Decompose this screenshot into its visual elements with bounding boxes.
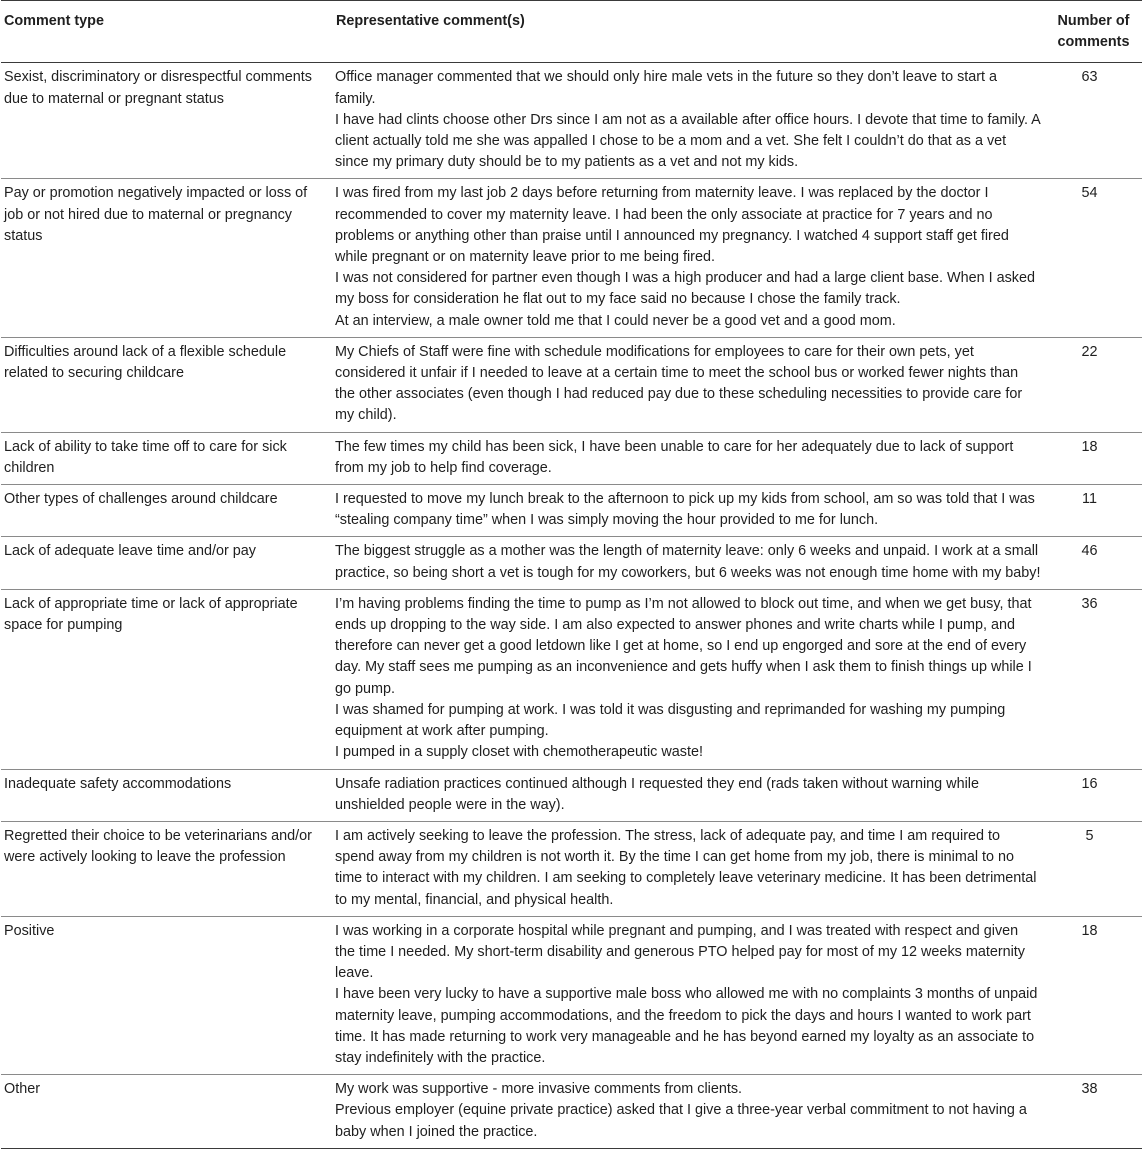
representative-comment: Previous employer (equine private practice) asked that I give a three-year verbal commitment to not having a baby when I joined the practice.: [335, 1102, 1027, 1140]
comment-count-cell: 63: [1081, 69, 1098, 86]
table-row: [1, 821, 1142, 916]
table-row: [1, 179, 1142, 337]
comment-type-cell: Difficulties around lack of a flexible schedule related to securing childcare: [4, 343, 287, 382]
representative-comments-cell: [333, 432, 1045, 484]
header-row: [1, 1, 1142, 63]
comment-count-cell: 5: [1085, 827, 1094, 844]
comment-count-cell: 11: [1082, 491, 1097, 508]
comments-table: [1, 0, 1142, 1149]
comment-type-cell: Regretted their choice to be veterinarians and/or were actively looking to leave the profession: [4, 827, 312, 866]
representative-comment: I was shamed for pumping at work. I was told it was disgusting and reprimanded for washing my pumping equipment at work after pumping.: [335, 701, 1006, 740]
comment-count-cell: 38: [1081, 1081, 1098, 1098]
representative-comment: I’m having problems finding the time to pump as I’m not allowed to block out time, and when we get busy, that ends up dropping to the way side. I am also expected to answer phones and write charts while I pump, and therefore can never get a good letdown like I get at home, so I end up engorged and sore at the end of every day. My staff sees me pumping as an inconvenience and gets huffy when I ask them to finish things up while I go pump.: [335, 595, 1032, 697]
comment-count-cell: 36: [1081, 595, 1098, 612]
representative-comment: I have been very lucky to have a supportive male boss who allowed me with no complaints 3 months of unpaid maternity leave, pumping accommodations, and the freedom to pick the days and hours I wanted to work part time. It has made returning to work very manageable and he has beyond earned my loyalty as an associate to stay indefinitely with the practice.: [335, 986, 1038, 1066]
comment-count-cell: 54: [1081, 185, 1098, 202]
representative-comments-cell: [333, 916, 1045, 1074]
comment-count-cell: 16: [1081, 775, 1098, 792]
representative-comment: I was not considered for partner even though I was a high producer and had a large client base. When I asked my boss for consideration he flat out to my face said no because I chose the family track.: [335, 270, 1035, 308]
table-row: [1, 337, 1142, 432]
table-row: [1, 1075, 1142, 1149]
representative-comment: I was working in a corporate hospital while pregnant and pumping, and I was treated with respect and given the time I needed. My short-term disability and generous PTO helped pay for most of my 12 weeks maternity leave.: [335, 922, 1026, 982]
table-row: [1, 63, 1142, 179]
header-representative-comments: Representative comment(s): [336, 13, 525, 29]
comment-type-cell: Inadequate safety accommodations: [4, 775, 232, 792]
table-row: [1, 485, 1142, 537]
comment-type-cell: Lack of adequate leave time and/or pay: [4, 543, 257, 560]
representative-comment: Unsafe radiation practices continued although I requested they end (rads taken without warning while unshielded people were in the way).: [335, 775, 979, 813]
representative-comment: I have had clints choose other Drs since I am not as a available after office hours. I devote that time to family. A client actually told me she was appalled I chose to be a mom and a vet. She felt I couldn’t do that as a vet since my primary duty should be to my patients as a vet and not my kids.: [335, 111, 1040, 171]
comment-type-cell: Sexist, discriminatory or disrespectful comments due to maternal or pregnant status: [4, 69, 312, 107]
header-number-of-comments: Number of comments: [1057, 13, 1130, 51]
representative-comment: I am actively seeking to leave the profession. The stress, lack of adequate pay, and time I am required to spend away from my children is not worth it. By the time I can get home from my job, there is minimal to no time to interact with my children. I am seeking to completely leave veterinary medicine. It has been detrimental to my mental, financial, and physical health.: [335, 827, 1037, 908]
table-row: [1, 432, 1142, 484]
table-row: [1, 537, 1142, 589]
comment-type-cell: Lack of ability to take time off to care for sick children: [4, 438, 287, 476]
comment-type-cell: Other: [4, 1081, 40, 1098]
representative-comments-cell: [333, 537, 1045, 589]
representative-comment: I pumped in a supply closet with chemotherapeutic waste!: [335, 744, 703, 761]
representative-comment: I requested to move my lunch break to the afternoon to pick up my kids from school, am so was told that I was “stealing company time” when I was simply moving the hour provided to me for lunch.: [335, 491, 1035, 529]
representative-comments-cell: [333, 1075, 1045, 1149]
representative-comments-cell: [333, 337, 1045, 432]
table-row: [1, 589, 1142, 769]
representative-comment: Office manager commented that we should only hire male vets in the future so they don’t leave to start a family.: [335, 69, 998, 107]
table-row: [1, 769, 1142, 821]
representative-comment: I was fired from my last job 2 days before returning from maternity leave. I was replaced by the doctor I recommended to cover my maternity leave. I had been the only associate at practice for 7 years and no problems or anything other than praise until I announced my pregnancy. I watched 4 support staff get fired while pregnant or on maternity leave prior to me being fired.: [335, 185, 1009, 266]
representative-comments-cell: [333, 179, 1045, 337]
comment-count-cell: 22: [1081, 343, 1098, 360]
table-body: [1, 63, 1142, 1148]
representative-comments-cell: [333, 589, 1045, 769]
comment-count-cell: 18: [1081, 922, 1098, 939]
representative-comments-cell: [333, 769, 1045, 821]
representative-comment: The few times my child has been sick, I have been unable to care for her adequately due to lack of support from my job to help find coverage.: [335, 438, 1014, 476]
comment-count-cell: 18: [1081, 438, 1098, 455]
representative-comments-cell: [333, 821, 1045, 916]
representative-comment: The biggest struggle as a mother was the length of maternity leave: only 6 weeks and unpaid. I work at a small practice, so being short a vet is tough for my coworkers, but 6 weeks was not enough time home with my baby!: [335, 543, 1041, 581]
comment-type-cell: Other types of challenges around childcare: [4, 491, 278, 508]
header-comment-type: Comment type: [4, 13, 104, 29]
table-header: [1, 1, 1142, 63]
comment-type-cell: Positive: [4, 922, 55, 939]
comment-count-cell: 46: [1081, 543, 1098, 560]
table-row: [1, 916, 1142, 1074]
representative-comments-cell: [333, 485, 1045, 537]
comment-type-cell: Pay or promotion negatively impacted or loss of job or not hired due to maternal or pregnancy status: [4, 185, 308, 244]
representative-comment: At an interview, a male owner told me that I could never be a good vet and a good mom.: [335, 312, 896, 329]
representative-comment: My work was supportive - more invasive comments from clients.: [335, 1081, 743, 1098]
representative-comments-cell: [333, 63, 1045, 179]
comment-type-cell: Lack of appropriate time or lack of appropriate space for pumping: [4, 595, 298, 634]
representative-comment: My Chiefs of Staff were fine with schedule modifications for employees to care for their own pets, yet considered it unfair if I needed to leave at a certain time to meet the school bus or worked fewer nights than the other associates (even though I had reduced pay due to these scheduling necessities to provide care for my child).: [335, 343, 1023, 424]
